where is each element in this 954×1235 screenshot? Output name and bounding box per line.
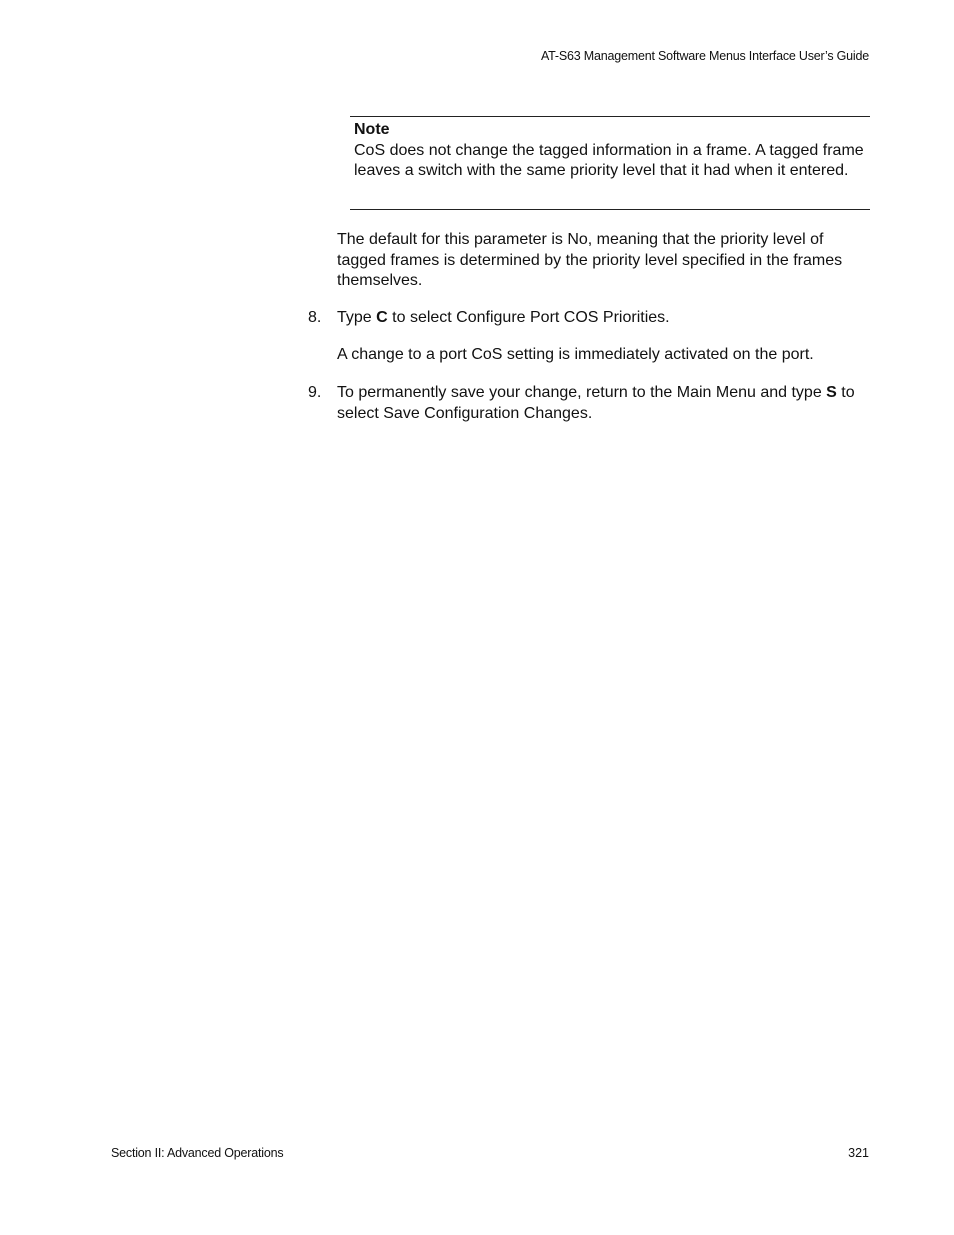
step-number: 8. xyxy=(308,309,322,326)
note-box xyxy=(350,116,870,210)
step-suffix: to select Save Configuration Changes. xyxy=(337,384,855,422)
step-number: 9. xyxy=(308,384,322,401)
step-key: S xyxy=(826,384,837,401)
step-prefix: Type xyxy=(337,309,377,326)
default-paragraph: The default for this parameter is No, meaning that the priority level of tagged frames is determined by the priority level specified in the frames themselves. xyxy=(337,231,843,289)
step-key: C xyxy=(376,309,388,326)
step-text xyxy=(337,383,872,424)
running-header: AT-S63 Management Software Menus Interface User’s Guide xyxy=(540,49,869,63)
footer-section: Section II: Advanced Operations xyxy=(111,1146,284,1160)
step-followup: A change to a port CoS setting is immediately activated on the port. xyxy=(337,346,814,363)
page-number: 321 xyxy=(848,1146,869,1160)
step-prefix: To permanently save your change, return to the Main Menu and type xyxy=(337,384,827,401)
note-text: CoS does not change the tagged information in a frame. A tagged frame leaves a switch with the same priority level that it had when it entered. xyxy=(354,142,864,179)
step-text xyxy=(337,308,872,329)
note-label: Note xyxy=(354,121,390,138)
step-suffix: to select Configure Port COS Priorities. xyxy=(387,309,670,326)
